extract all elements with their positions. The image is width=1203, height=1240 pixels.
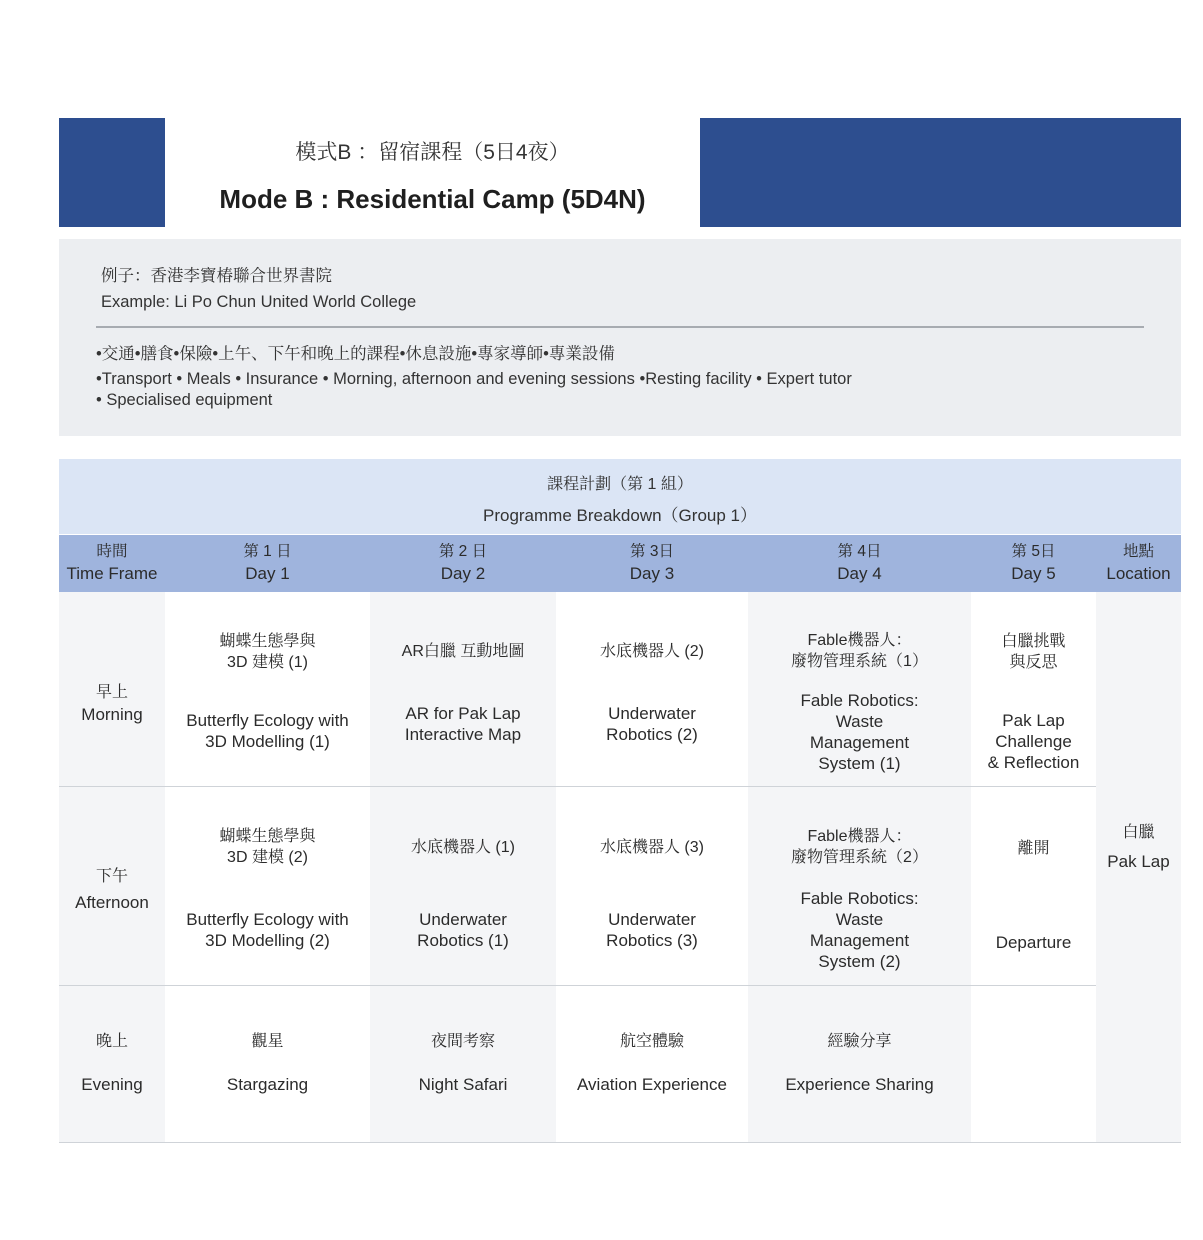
header-zh: 地點 bbox=[1122, 543, 1154, 560]
header-day-1 bbox=[165, 535, 370, 592]
header-day-4 bbox=[748, 535, 971, 592]
afternoon-day-5-en: Departure bbox=[995, 933, 1072, 952]
morning-day-4-zh: Fable機器人： 廢物管理系統（1） bbox=[791, 632, 928, 670]
header-zh: 時間 bbox=[96, 543, 128, 560]
evening-day-4-zh: 經驗分享 bbox=[827, 1033, 892, 1050]
location-zh: 白臘 bbox=[1122, 824, 1155, 841]
title-zh: 模式B ：留宿課程（5日4夜） bbox=[295, 141, 570, 164]
header-zh: 第 5日 bbox=[1011, 543, 1056, 560]
programme-title-en: Programme Breakdown（Group 1） bbox=[482, 506, 757, 525]
afternoon-day-2-en: Underwater Robotics (1) bbox=[417, 910, 509, 950]
afternoon-day-5-zh: 離開 bbox=[1017, 840, 1050, 857]
example-en: Example: Li Po Chun United World College bbox=[101, 293, 417, 311]
info-divider bbox=[96, 326, 1144, 328]
programme-title-zh: 課程計劃（第 1 組） bbox=[547, 476, 693, 493]
evening-day-2-zh: 夜間考察 bbox=[430, 1033, 495, 1050]
header-zh: 第 3日 bbox=[630, 543, 674, 560]
features-en-line-1: •Transport • Meals • Insurance • Morning, afternoon and evening sessions •Resting facility • Expert tutor bbox=[96, 370, 852, 388]
morning-day-2-en: AR for Pak Lap Interactive Map bbox=[404, 704, 522, 744]
morning-day-5-zh: 白臘挑戰 與反思 bbox=[1001, 633, 1066, 671]
evening-day-1-en: Stargazing bbox=[226, 1075, 309, 1094]
afternoon-day-3-zh: 水底機器人 (3) bbox=[599, 839, 704, 856]
time-morning-zh: 早上 bbox=[95, 684, 128, 701]
row-divider bbox=[59, 985, 1096, 986]
features-zh: •交通•膳食•保險•上午、下午和晚上的課程•休息設施•專家導師•專業設備 bbox=[96, 345, 615, 363]
evening-day-3-zh: 航空體驗 bbox=[619, 1033, 684, 1050]
time-evening-zh: 晚上 bbox=[95, 1033, 128, 1050]
header-zh: 第 1 日 bbox=[243, 543, 292, 560]
left-accent-block bbox=[59, 118, 165, 227]
time-morning-en: Morning bbox=[81, 705, 143, 724]
column-day-3 bbox=[556, 592, 748, 1143]
column-day-5 bbox=[971, 592, 1096, 1143]
afternoon-day-1-en: Butterfly Ecology with 3D Modelling (2) bbox=[186, 910, 349, 950]
afternoon-day-3-en: Underwater Robotics (3) bbox=[606, 910, 698, 950]
programme-title-band bbox=[59, 459, 1181, 534]
row-divider bbox=[59, 786, 1096, 787]
morning-day-3-zh: 水底機器人 (2) bbox=[599, 643, 704, 660]
time-afternoon-zh: 下午 bbox=[95, 868, 128, 885]
afternoon-day-1-zh: 蝴蝶生態學與 3D 建模 (2) bbox=[219, 828, 316, 866]
morning-day-4-en: Fable Robotics: Waste Management System (1) bbox=[800, 691, 919, 773]
time-evening-en: Evening bbox=[81, 1075, 143, 1094]
afternoon-day-4-zh: Fable機器人： 廢物管理系統（2） bbox=[791, 828, 928, 866]
header-en: Day 5 bbox=[1011, 564, 1056, 583]
morning-day-1-en: Butterfly Ecology with 3D Modelling (1) bbox=[186, 711, 349, 751]
evening-day-1-zh: 觀星 bbox=[251, 1033, 284, 1050]
header-day-2 bbox=[370, 535, 556, 592]
header-en: Day 1 bbox=[245, 564, 290, 583]
header-day-5 bbox=[971, 535, 1096, 592]
table-bottom-border bbox=[59, 1142, 1181, 1143]
morning-day-3-en: Underwater Robotics (2) bbox=[606, 704, 698, 744]
features-en-line-2: • Specialised equipment bbox=[96, 391, 273, 409]
table-header-row bbox=[59, 535, 1181, 592]
header-en: Location bbox=[1106, 564, 1171, 583]
header-day-3 bbox=[556, 535, 748, 592]
morning-day-2-zh: AR白臘 互動地圖 bbox=[401, 643, 525, 660]
header-en: Day 4 bbox=[837, 564, 882, 583]
evening-day-3-en: Aviation Experience bbox=[577, 1075, 727, 1094]
header-en: Day 2 bbox=[440, 564, 486, 583]
right-accent-block bbox=[700, 118, 1181, 227]
time-afternoon-en: Afternoon bbox=[75, 893, 149, 912]
header-zh: 第 2 日 bbox=[438, 543, 488, 560]
morning-day-5-en: Pak Lap Challenge & Reflection bbox=[987, 711, 1080, 772]
header-zh: 第 4日 bbox=[837, 543, 882, 560]
evening-day-2-en: Night Safari bbox=[418, 1075, 508, 1094]
afternoon-day-4-en: Fable Robotics: Waste Management System (2) bbox=[800, 889, 919, 971]
evening-day-4-en: Experience Sharing bbox=[785, 1075, 934, 1094]
morning-day-1-zh: 蝴蝶生態學與 3D 建模 (1) bbox=[219, 633, 316, 671]
header-en: Time Frame bbox=[66, 564, 158, 583]
example-zh: 例子：香港李寶椿聯合世界書院 bbox=[101, 267, 332, 285]
info-panel bbox=[59, 239, 1181, 436]
afternoon-day-2-zh: 水底機器人 (1) bbox=[410, 839, 515, 856]
title-en: Mode B : Residential Camp (5D4N) bbox=[219, 184, 646, 214]
column-day-2 bbox=[370, 592, 556, 1143]
header-time-frame bbox=[59, 535, 165, 592]
location-en: Pak Lap bbox=[1107, 852, 1170, 871]
header-location bbox=[1096, 535, 1181, 592]
header-en: Day 3 bbox=[629, 564, 675, 583]
